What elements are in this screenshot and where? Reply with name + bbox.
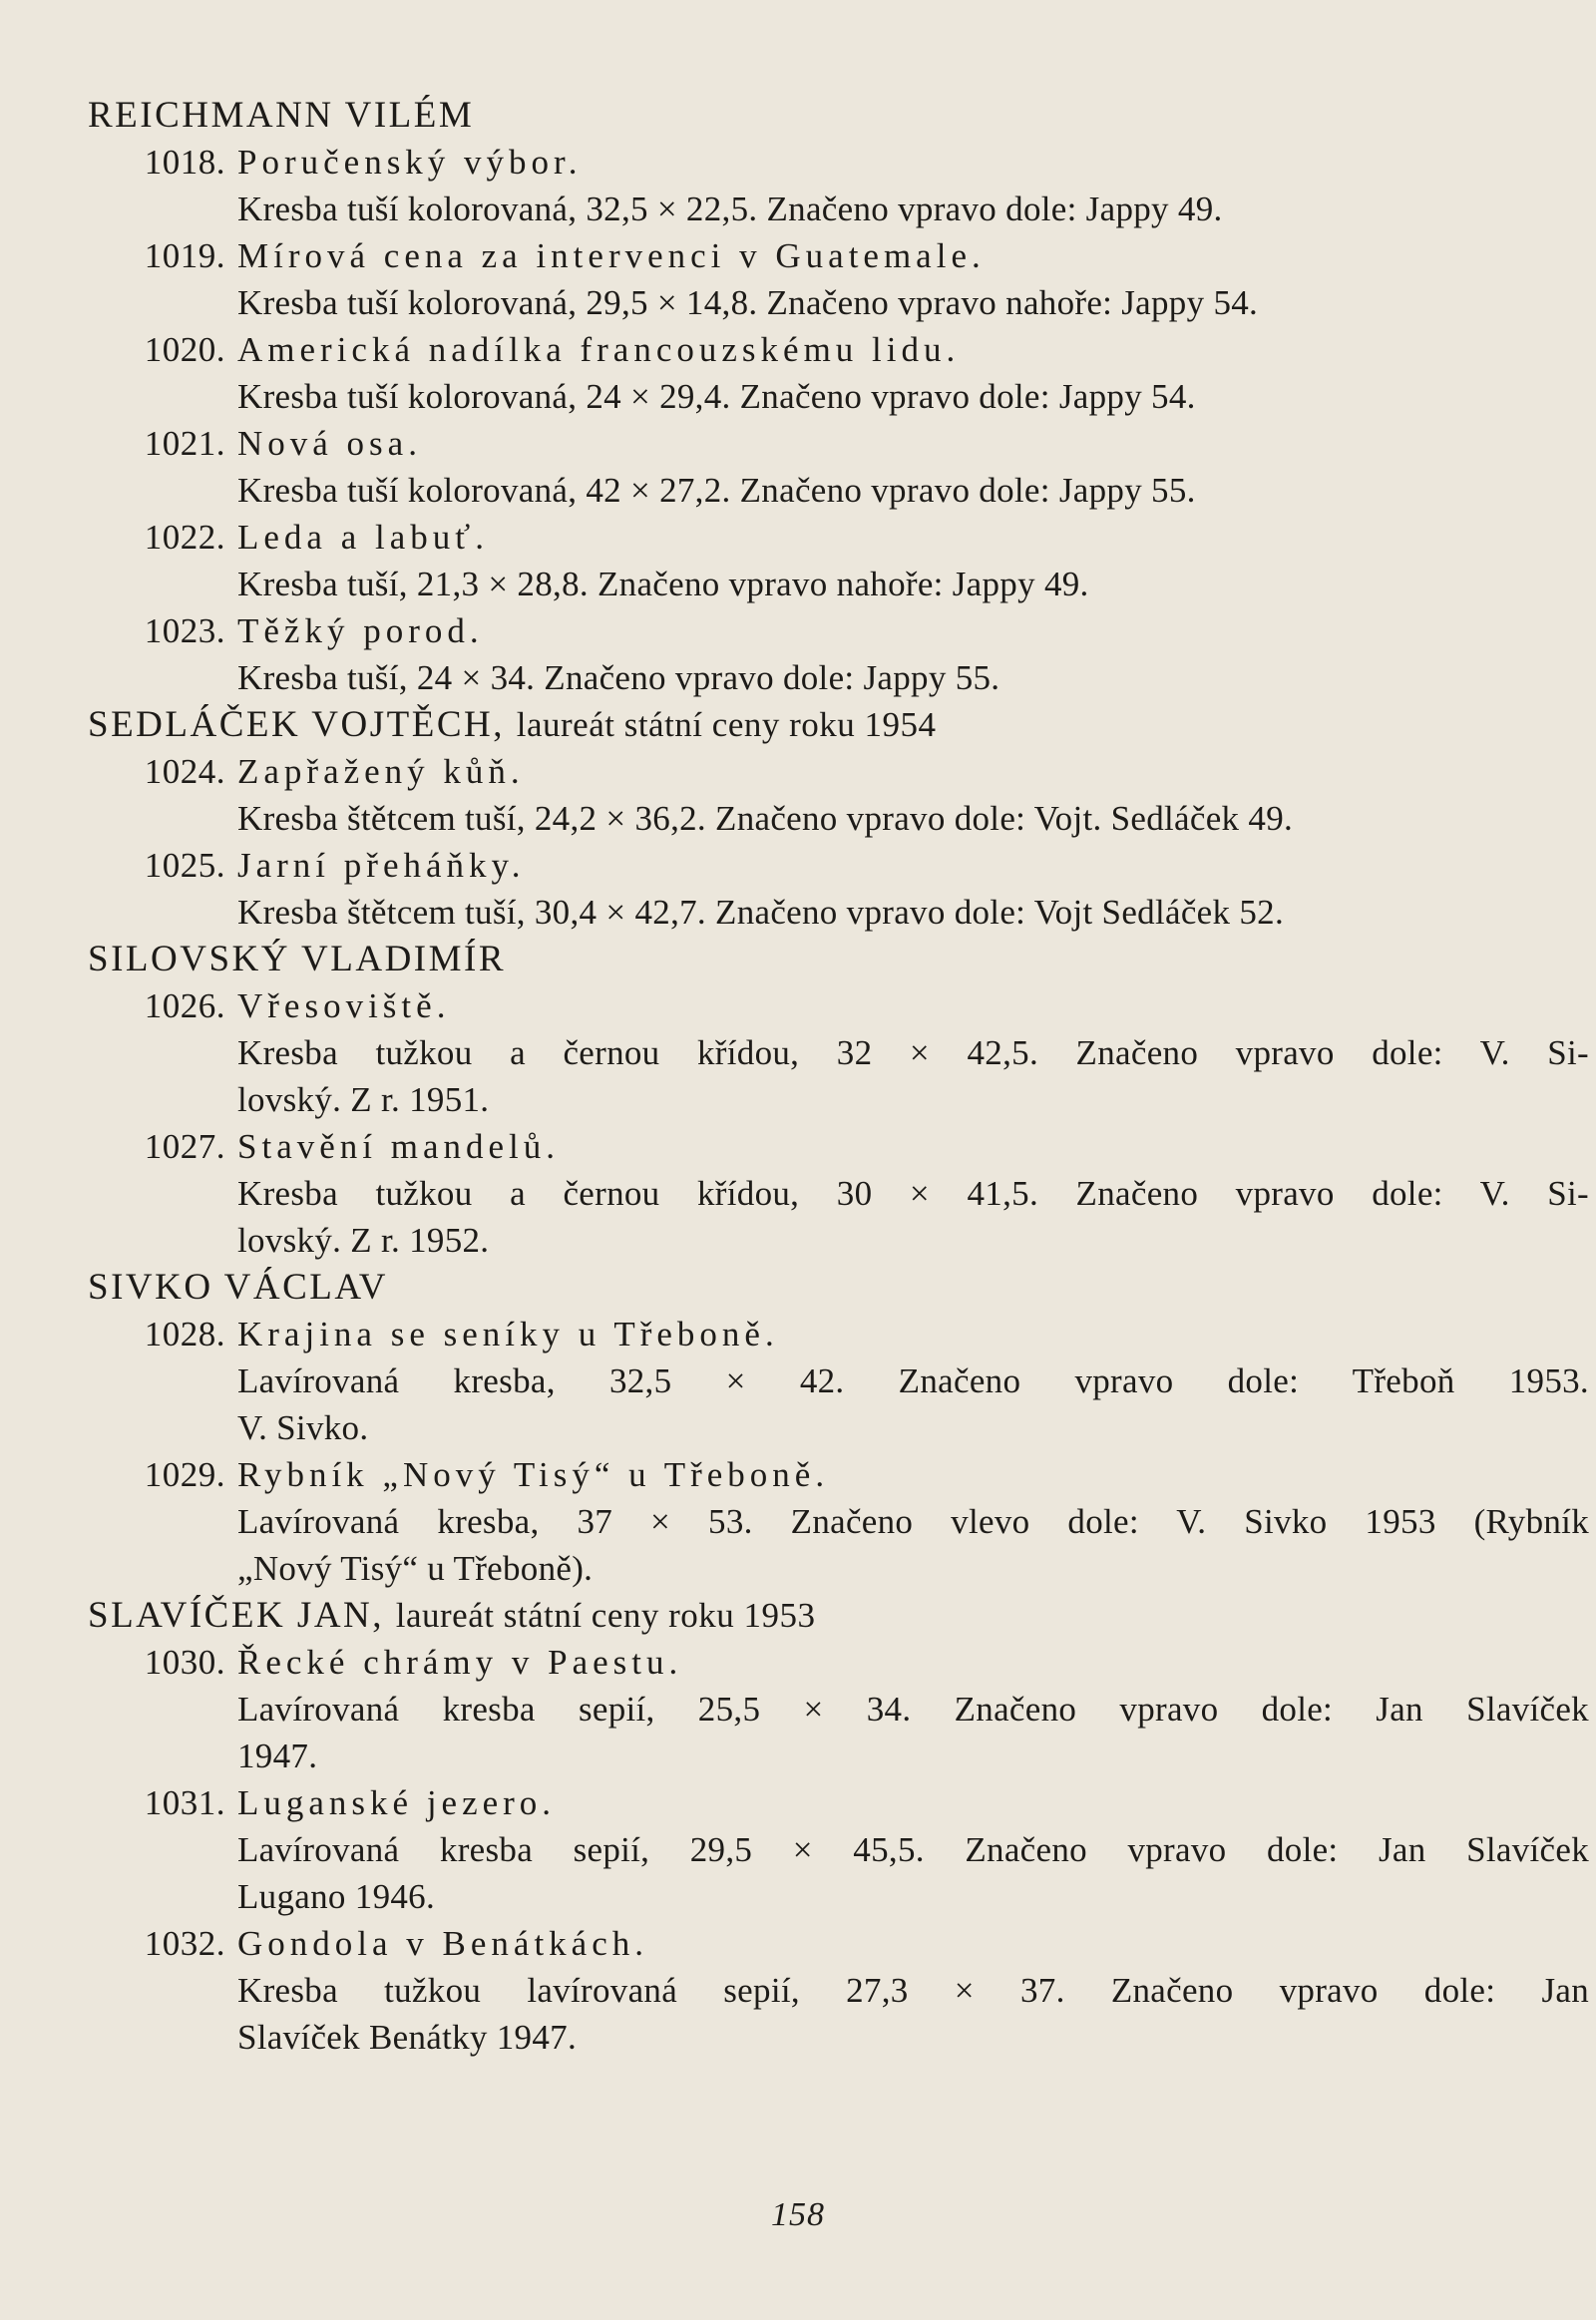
- entry-heading: [88, 1639, 1504, 1686]
- entry-number: 1027.: [144, 1127, 225, 1166]
- entry-description: [237, 1686, 1589, 1779]
- description-line: Kresba štětcem tuší, 30,4 × 42,7. Značeno vpravo dole: Vojt Sedláček 52.: [237, 893, 1284, 932]
- entry-title: Americká nadílka francouzskému lidu.: [237, 330, 961, 369]
- entry-description: [237, 1029, 1589, 1123]
- entry-title: Luganské jezero.: [237, 1783, 557, 1822]
- description-line: Kresba tuší kolorovaná, 42 × 27,2. Značeno vpravo dole: Jappy 55.: [237, 471, 1196, 510]
- catalog-entry: [88, 514, 1504, 607]
- entry-description: [237, 1826, 1589, 1920]
- entry-description: [237, 654, 1589, 701]
- artist-heading: [88, 1592, 1504, 1639]
- catalog-entry: [88, 1639, 1589, 1779]
- description-line: Kresba tužkou a černou křídou, 32 × 42,5. Značeno vpravo dole: V. Si-: [237, 1033, 1589, 1072]
- description-line: „Nový Tisý“ u Třeboně).: [237, 1549, 594, 1588]
- entry-title: Vřesoviště.: [237, 986, 451, 1025]
- entry-heading: [88, 1311, 1504, 1357]
- entry-title: Rybník „Nový Tisý“ u Třeboně.: [237, 1455, 830, 1494]
- entry-number: 1028.: [144, 1315, 225, 1353]
- entry-heading: [88, 1451, 1504, 1498]
- entry-description: [237, 279, 1589, 326]
- artist-name: SIVKO VÁCLAV: [88, 1267, 389, 1308]
- entry-number: 1019.: [144, 236, 225, 275]
- entry-heading: [88, 1123, 1504, 1170]
- artist-name: SLAVÍČEK JAN,: [88, 1595, 385, 1636]
- entry-number: 1020.: [144, 330, 225, 369]
- entry-number: 1026.: [144, 986, 225, 1025]
- entry-title: Zapřažený kůň.: [237, 752, 525, 791]
- description-line: lovský. Z r. 1952.: [237, 1221, 490, 1260]
- catalog-entry: [88, 1779, 1589, 1920]
- entry-title: Nová osa.: [237, 424, 422, 463]
- description-line: Lavírovaná kresba, 37 × 53. Značeno vlevo dole: V. Sivko 1953 (Rybník: [237, 1502, 1589, 1541]
- description-line: Kresba tuší kolorovaná, 24 × 29,4. Značeno vpravo dole: Jappy 54.: [237, 377, 1196, 416]
- entry-description: [237, 1498, 1589, 1592]
- artist-name: SEDLÁČEK VOJTĚCH,: [88, 704, 505, 745]
- catalog-entry: [88, 1123, 1589, 1264]
- catalog-entry: [88, 607, 1504, 701]
- catalog-entry: [88, 1920, 1589, 2061]
- artist-heading: [88, 1264, 1504, 1311]
- description-line: 1947.: [237, 1737, 318, 1775]
- entry-title: Stavění mandelů.: [237, 1127, 561, 1166]
- entry-description: [237, 561, 1589, 607]
- description-line: V. Sivko.: [237, 1408, 369, 1447]
- entry-description: [237, 373, 1589, 420]
- entry-title: Těžký porod.: [237, 611, 484, 650]
- catalog-entry: [88, 232, 1504, 326]
- description-line: Lavírovaná kresba, 32,5 × 42. Značeno vpravo dole: Třeboň 1953.: [237, 1361, 1589, 1400]
- entry-number: 1032.: [144, 1924, 225, 1963]
- description-line: Kresba tužkou a černou křídou, 30 × 41,5. Značeno vpravo dole: V. Si-: [237, 1174, 1589, 1213]
- description-line: Lavírovaná kresba sepií, 29,5 × 45,5. Značeno vpravo dole: Jan Slavíček: [237, 1830, 1589, 1869]
- entry-description: [237, 186, 1589, 232]
- description-line: Kresba tuší kolorovaná, 29,5 × 14,8. Značeno vpravo nahoře: Jappy 54.: [237, 283, 1259, 322]
- description-line: Kresba štětcem tuší, 24,2 × 36,2. Značeno vpravo dole: Vojt. Sedláček 49.: [237, 799, 1294, 838]
- catalog-entry: [88, 139, 1504, 232]
- catalog-entry: [88, 842, 1504, 936]
- catalog-entry: [88, 982, 1589, 1123]
- description-line: Kresba tužkou lavírovaná sepií, 27,3 × 37. Značeno vpravo dole: Jan: [237, 1971, 1589, 2010]
- entry-heading: [88, 1920, 1504, 1967]
- entry-number: 1025.: [144, 846, 225, 885]
- entry-number: 1022.: [144, 518, 225, 557]
- entry-number: 1021.: [144, 424, 225, 463]
- entry-heading: [88, 748, 1504, 795]
- entry-title: Mírová cena za intervenci v Guatemale.: [237, 236, 986, 275]
- entry-title: Jarní přeháňky.: [237, 846, 526, 885]
- catalog-entry: [88, 326, 1504, 420]
- catalog-entry: [88, 1311, 1589, 1451]
- entry-title: Leda a labuť.: [237, 518, 489, 557]
- entry-number: 1018.: [144, 143, 225, 182]
- entry-heading: [88, 232, 1504, 279]
- entry-heading: [88, 842, 1504, 889]
- artist-note: laureát státní ceny roku 1953: [395, 1596, 816, 1635]
- catalog-content: [88, 92, 1589, 2061]
- description-line: Slavíček Benátky 1947.: [237, 2018, 578, 2057]
- entry-heading: [88, 607, 1504, 654]
- entry-description: [237, 889, 1589, 936]
- entry-title: Krajina se seníky u Třeboně.: [237, 1315, 779, 1353]
- artist-note: laureát státní ceny roku 1954: [516, 705, 937, 744]
- entry-heading: [88, 139, 1504, 186]
- entry-number: 1029.: [144, 1455, 225, 1494]
- artist-name: SILOVSKÝ VLADIMÍR: [88, 939, 507, 979]
- description-line: Kresba tuší kolorovaná, 32,5 × 22,5. Značeno vpravo dole: Jappy 49.: [237, 190, 1223, 228]
- catalog-entry: [88, 748, 1504, 842]
- entry-description: [237, 1357, 1589, 1451]
- entry-heading: [88, 514, 1504, 561]
- entry-heading: [88, 982, 1504, 1029]
- entry-number: 1023.: [144, 611, 225, 650]
- artist-heading: [88, 92, 1504, 139]
- entry-title: Poručenský výbor.: [237, 143, 583, 182]
- description-line: Lavírovaná kresba sepií, 25,5 × 34. Značeno vpravo dole: Jan Slavíček: [237, 1690, 1589, 1729]
- description-line: lovský. Z r. 1951.: [237, 1080, 490, 1119]
- entry-heading: [88, 1779, 1504, 1826]
- entry-description: [237, 795, 1589, 842]
- entry-title: Řecké chrámy v Paestu.: [237, 1643, 683, 1682]
- artist-heading: [88, 936, 1504, 982]
- artist-heading: [88, 701, 1504, 748]
- catalog-entry: [88, 420, 1504, 514]
- description-line: Lugano 1946.: [237, 1877, 436, 1916]
- entry-number: 1024.: [144, 752, 225, 791]
- description-line: Kresba tuší, 24 × 34. Značeno vpravo dole: Jappy 55.: [237, 658, 1000, 697]
- entry-number: 1031.: [144, 1783, 225, 1822]
- entry-heading: [88, 420, 1504, 467]
- entry-number: 1030.: [144, 1643, 225, 1682]
- entry-heading: [88, 326, 1504, 373]
- entry-description: [237, 1170, 1589, 1264]
- artist-name: REICHMANN VILÉM: [88, 95, 475, 136]
- entry-description: [237, 1967, 1589, 2061]
- entry-description: [237, 467, 1589, 514]
- entry-title: Gondola v Benátkách.: [237, 1924, 648, 1963]
- catalog-entry: [88, 1451, 1589, 1592]
- page-number: 158: [771, 2196, 825, 2233]
- description-line: Kresba tuší, 21,3 × 28,8. Značeno vpravo nahoře: Jappy 49.: [237, 565, 1089, 603]
